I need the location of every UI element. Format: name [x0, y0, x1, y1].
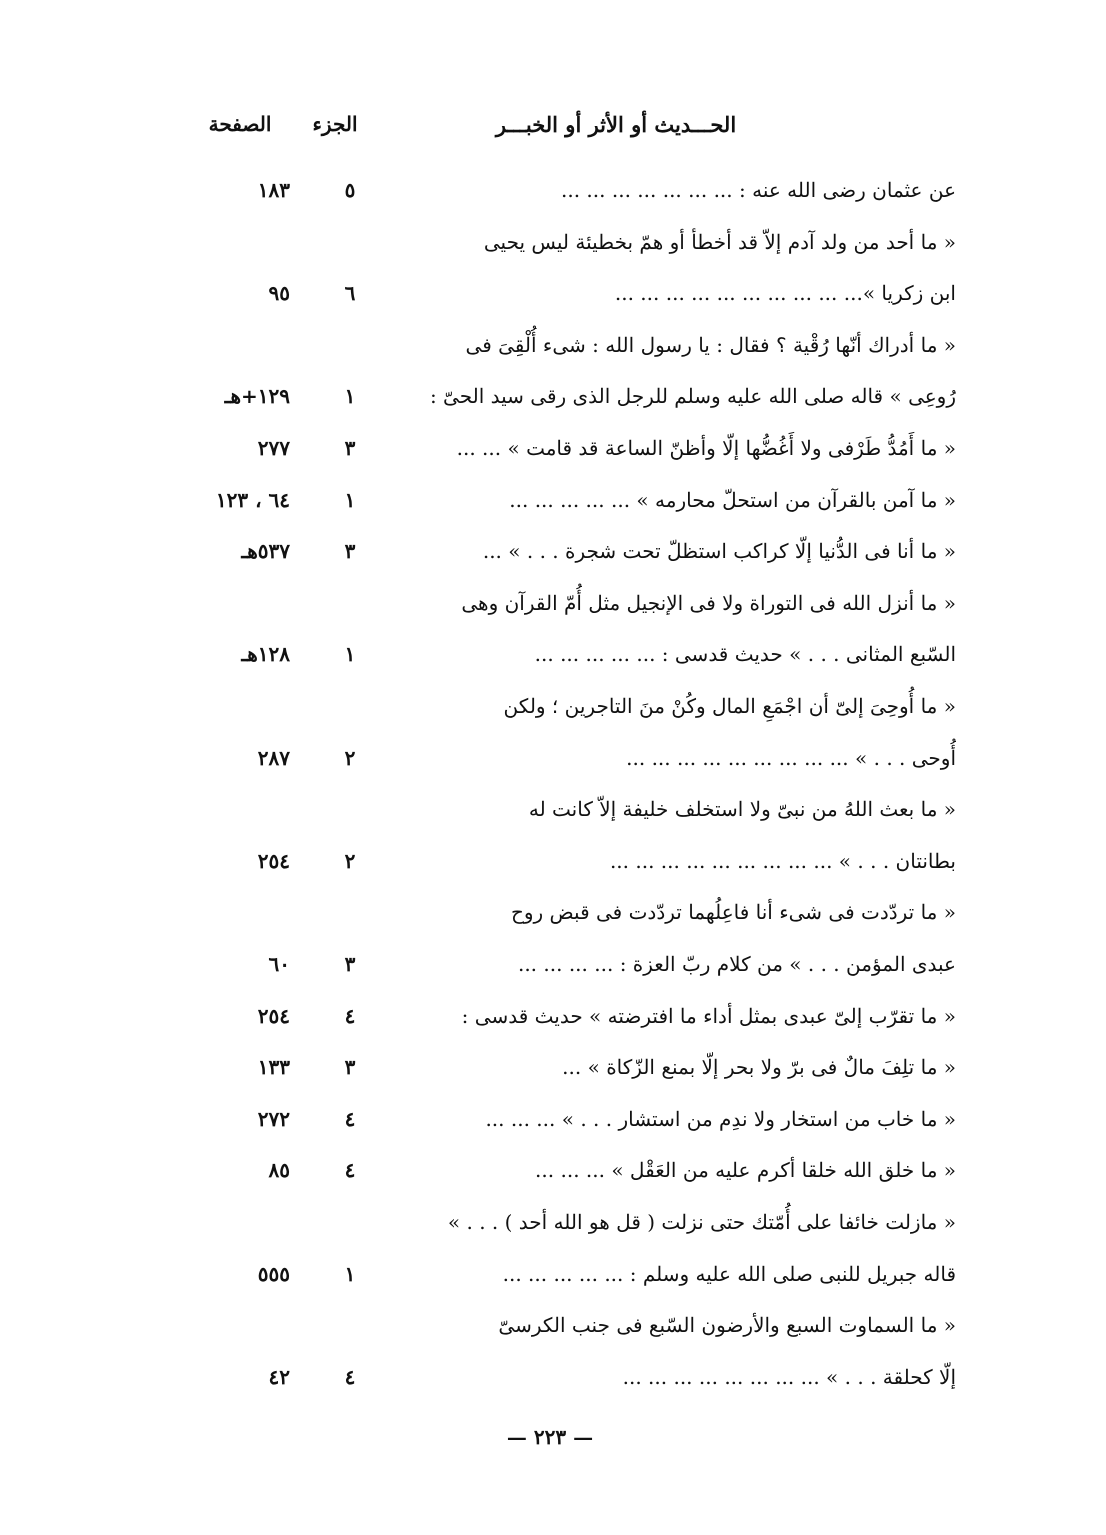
entry-page: ١٣٣: [257, 1055, 290, 1079]
entry-text: « ما تقرّب إلىّ عبدى بمثل أداء ما افترضته » حديث قدسى :: [461, 1004, 956, 1028]
entry-volume: ٢: [344, 849, 356, 873]
entry-volume: ٢: [344, 746, 356, 770]
index-line: [0, 374, 1106, 418]
entry-text: « ما تردّدت فى شىء أنا فاعِلُهما تردّدت فى قبض روح: [510, 900, 956, 924]
entry-text: « ما أحد من ولد آدم إلاّ قد أخطأ أو همّ بخطيئة ليس يحيى: [483, 230, 956, 254]
entry-text: أُوحى . . . » ... ... ... ... ... ... ... ... ...: [626, 746, 956, 770]
entry-page: ٢٧٢: [257, 1107, 290, 1131]
index-line: [0, 994, 1106, 1038]
entry-text: « ما أُوحِىَ إلىّ أن اجْمَعِ المال وكُنْ منَ التاجرين ؛ ولكن: [503, 694, 956, 718]
index-line: [0, 1148, 1106, 1192]
volume-column-header: الجزء: [312, 112, 358, 136]
entry-text: « ما أنزل الله فى التوراة ولا فى الإنجيل مثل أُمّ القرآن وهى: [461, 591, 956, 615]
entry-volume: ٣: [344, 539, 356, 563]
entry-page: ٥٥٥: [257, 1262, 290, 1286]
entry-text: « ما بعث اللهُ من نبىّ ولا استخلف خليفة إلاّ كانت له: [528, 797, 956, 821]
entry-text: « ما خلق الله خلقا أكرم عليه من العَقْل » ... ... ...: [535, 1158, 956, 1182]
index-line: [0, 529, 1106, 573]
entry-volume: ٣: [344, 952, 356, 976]
index-line: [0, 787, 1106, 831]
entry-volume: ١: [344, 488, 356, 512]
entry-volume: ٤: [344, 1004, 356, 1028]
entry-text: رُوعِى » قاله صلى الله عليه وسلم للرجل الذى رقى سيد الحىّ :: [429, 384, 956, 408]
entry-volume: ٣: [344, 1055, 356, 1079]
entry-text: عبدى المؤمن . . . » من كلام ربّ العزة : ... ... ... ...: [517, 952, 956, 976]
index-line: [0, 1252, 1106, 1296]
entry-volume: ٥: [344, 178, 356, 202]
entry-page: ٢٨٧: [257, 746, 290, 770]
entry-text: السّبع المثانى . . . » حديث قدسى : ... ... ... ... ...: [534, 642, 956, 666]
entry-page: ٦٤ ، ١٢٣: [215, 488, 290, 512]
entry-page: ٩٥: [268, 281, 290, 305]
index-line: [0, 632, 1106, 676]
index-line: [0, 839, 1106, 883]
index-line: [0, 1097, 1106, 1141]
entry-text: « ما آمن بالقرآن من استحلّ محارمه » ... ... ... ... ...: [509, 488, 956, 512]
entry-text: « مازلت خائفا على أُمّتك حتى نزلت ( قل هو الله أحد ) . . . »: [447, 1210, 956, 1234]
entry-page: ١٢٩+هـ: [224, 384, 290, 408]
entry-page: ٤٢: [268, 1365, 290, 1389]
entry-page: ٢٧٧: [257, 436, 290, 460]
entry-text: « ما أنا فى الدُّنيا إلّا كراكب استظلّ تحت شجرة . . . » ...: [482, 539, 956, 563]
entry-page: ١٨٣: [257, 178, 290, 202]
text-column-header: الحـــديث أو الأثر أو الخبـــر: [495, 112, 737, 137]
index-line: [0, 1200, 1106, 1244]
entry-volume: ١: [344, 384, 356, 408]
entry-volume: ٣: [344, 436, 356, 460]
index-line: [0, 220, 1106, 264]
index-line: [0, 168, 1106, 212]
entry-volume: ٤: [344, 1158, 356, 1182]
index-line: [0, 323, 1106, 367]
entry-page: ١٢٨هـ: [241, 642, 290, 666]
index-line: [0, 890, 1106, 934]
entry-text: « ما أدراك أنّها رُقْية ؟ فقال : يا رسول الله : شىء أُلْقِىَ فى: [465, 333, 956, 357]
entry-volume: ١: [344, 642, 356, 666]
entry-volume: ١: [344, 1262, 356, 1286]
index-line: [0, 1355, 1106, 1399]
page-column-header: الصفحة: [208, 112, 272, 136]
entry-page: ٥٣٧هـ: [241, 539, 290, 563]
entry-page: ٢٥٤: [257, 849, 290, 873]
entry-page: ٦٠: [268, 952, 290, 976]
entry-volume: ٤: [344, 1365, 356, 1389]
index-line: [0, 581, 1106, 625]
entry-text: « ما خاب من استخار ولا ندِم من استشار . . . » ... ... ...: [485, 1107, 956, 1131]
entry-text: « ما تلِفَ مالٌ فى برّ ولا بحر إلّا بمنع الزّكاة » ...: [562, 1055, 956, 1079]
entry-text: ابن زكريا »... ... ... ... ... ... ... ... ... ...: [614, 281, 956, 305]
entry-text: إلّا كحلقة . . . » ... ... ... ... ... ... ... ...: [622, 1365, 956, 1389]
index-line: [0, 736, 1106, 780]
entry-text: « ما السماوت السبع والأرضون السّبع فى جنب الكرسىّ: [498, 1313, 956, 1337]
entry-volume: ٦: [344, 281, 356, 305]
entry-volume: ٤: [344, 1107, 356, 1131]
entry-text: قاله جبريل للنبى صلى الله عليه وسلم : ... ... ... ... ...: [502, 1262, 956, 1286]
entry-page: ٢٥٤: [257, 1004, 290, 1028]
index-line: [0, 942, 1106, 986]
entry-text: « ما أَمُدُّ طَرْفى ولا أَغُضُّها إلّا وأظنّ الساعة قد قامت » ... ...: [456, 436, 956, 460]
index-line: [0, 426, 1106, 470]
index-line: [0, 1303, 1106, 1347]
entry-text: عن عثمان رضى الله عنه : ... ... ... ... ... ... ...: [561, 178, 956, 202]
entry-page: ٨٥: [268, 1158, 290, 1182]
page-number: — ٢٢٣ —: [506, 1425, 594, 1449]
index-line: [0, 271, 1106, 315]
index-line: [0, 684, 1106, 728]
index-line: [0, 478, 1106, 522]
index-line: [0, 1045, 1106, 1089]
entry-text: بطانتان . . . » ... ... ... ... ... ... ... ... ...: [609, 849, 956, 873]
